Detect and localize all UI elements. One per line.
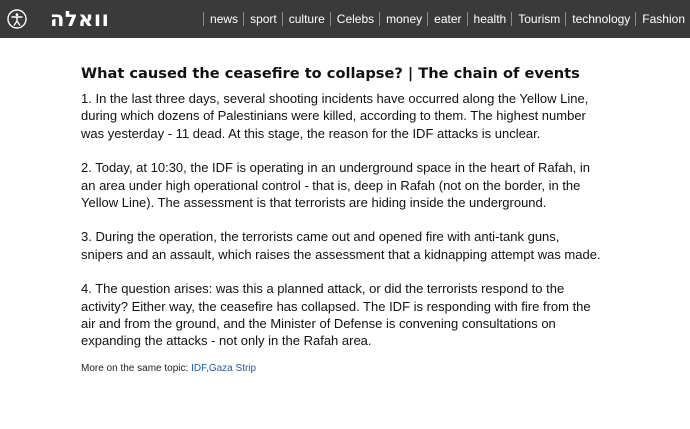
nav-item-sport[interactable]: sport xyxy=(243,12,282,26)
nav-item-news[interactable]: news xyxy=(203,12,243,26)
article-paragraph: 2. Today, at 10:30, the IDF is operating in an underground space in the heart of Rafah, in an area under high operational control - that is, deep in Rafah (not on the border, in the Yellow Line). The assessment is that terrorists are hiding inside the underground. xyxy=(81,160,591,211)
nav-item-eater[interactable]: eater xyxy=(427,12,466,26)
main-nav xyxy=(203,0,690,38)
related-topics xyxy=(81,363,601,374)
nav-item-health[interactable]: health xyxy=(467,12,512,26)
related-topics-label: More on the same topic: xyxy=(81,362,189,374)
topic-link-idf[interactable]: IDF xyxy=(191,362,207,374)
nav-item-culture[interactable]: culture xyxy=(282,12,330,26)
article-paragraph: 1. In the last three days, several shooting incidents have occurred along the Yellow Line, during which dozens of Palestinians were killed, according to them. The highest number was yesterday - 11 dead. At this stage, the reason for the IDF attacks is unclear. xyxy=(81,91,589,141)
article-title: What caused the ceasefire to collapse? | The chain of events xyxy=(81,65,580,82)
article-body xyxy=(81,64,601,374)
nav-item-tourism[interactable]: Tourism xyxy=(511,12,565,26)
article-paragraph: 4. The question arises: was this a planned attack, or did the terrorists respond to the activity? Either way, the ceasefire has collapsed. The IDF is responding with fire from the air and from the ground, and the Minister of Defense is convening consultations on expanding the attacks - not only in the Rafah area. xyxy=(81,281,591,349)
nav-item-technology[interactable]: technology xyxy=(565,12,635,26)
nav-item-money[interactable]: money xyxy=(379,12,427,26)
site-logo[interactable]: וואלה xyxy=(50,7,110,31)
accessibility-icon[interactable] xyxy=(7,9,27,29)
topic-link-gaza-strip[interactable]: ,Gaza Strip xyxy=(206,362,257,374)
article-paragraph: 3. During the operation, the terrorists came out and opened fire with anti-tank guns, snipers and an assault, which raises the assessment that a kidnapping attempt was made. xyxy=(81,229,601,262)
top-navigation-bar xyxy=(0,0,690,38)
nav-item-fashion[interactable]: Fashion xyxy=(635,12,690,26)
nav-item-celebs[interactable]: Celebs xyxy=(330,12,379,26)
